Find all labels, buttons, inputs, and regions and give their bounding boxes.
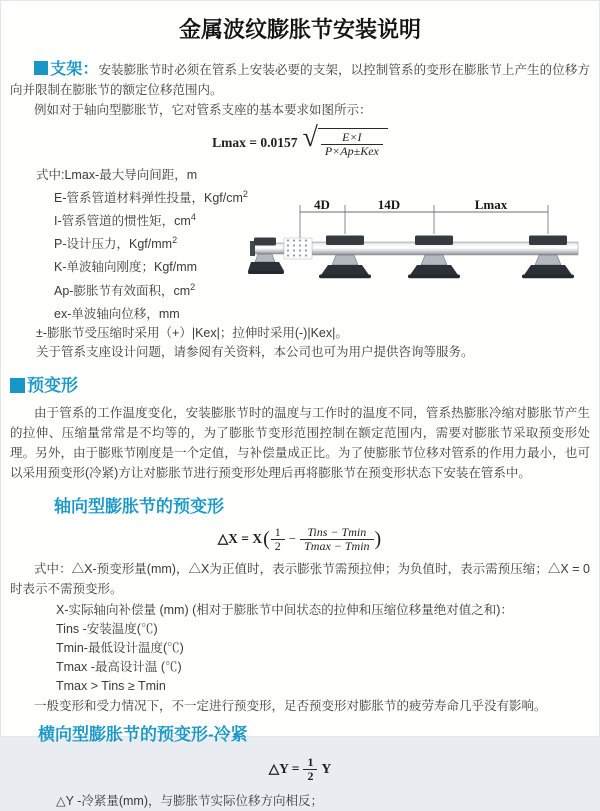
pm-note-line: ±-膨胀节受压缩时采用（+）|Kex|；拉伸时采用(-)|Kex|。 (36, 325, 348, 340)
lmax-fraction-numerator: E×I (342, 130, 362, 144)
temp-fraction (300, 526, 373, 553)
temp-denominator: Tmax − Tmin (300, 539, 373, 553)
predeform-section-heading (10, 375, 590, 397)
radical-expression (302, 122, 387, 158)
dy-half-denominator: 2 (303, 769, 317, 783)
half-numerator: 1 (274, 524, 281, 539)
defs-intro-line: 式中:Lmax-最大导向间距，m (36, 168, 198, 182)
dx-formula-lhs: △X = X (217, 531, 263, 547)
half-denominator: 2 (271, 539, 285, 553)
dim-label-14d: 14D (377, 197, 401, 212)
dim-label-4d: 4D (314, 197, 330, 212)
half-fraction (271, 526, 285, 553)
axial-section-heading: 轴向型膨胀节的预变形 (54, 496, 224, 516)
dim-label-lmax: Lmax (474, 197, 508, 212)
support-section-heading (34, 61, 98, 78)
dy-formula-lhs: △Y = (268, 761, 300, 777)
section-marker-icon (34, 61, 48, 75)
lateral-section-heading: 横向型膨胀节的预变形-冷紧 (38, 724, 248, 744)
dx-explain-text: 式中：△X-预变形量(mm)，△X为正值时，表示膨张节需预拉伸；为负值时，表示需预压缩；△X = 0时表示不需预变形。 (10, 561, 590, 596)
right-paren: ) (374, 527, 382, 550)
def-superscript: 2 (242, 189, 248, 199)
tmin-line: Tmin-最低设计温度(℃) (56, 640, 184, 655)
dy-half-numerator: 1 (307, 754, 314, 769)
support-heading-label: 支架： (50, 61, 99, 78)
radical-sign: √ (302, 122, 318, 153)
page-title: 金属波纹膨胀节安装说明 (178, 17, 421, 42)
service-note-line: 关于管系支座设计问题，请参阅有关资料，本公司也可为用户提供咨询等服务。 (36, 344, 474, 359)
temperature-inequality: Tmax > Tins ≥ Tmin (56, 678, 166, 693)
lmax-formula-lhs: Lmax = 0.0157 (212, 134, 298, 150)
dx-formula (10, 526, 590, 553)
pipe-support-diagram (248, 196, 593, 296)
def-text: Ap-膨胀节有效面积，cm (54, 283, 191, 298)
lmax-fraction-denominator: P×Ap±Kex (321, 144, 383, 158)
definitions-and-diagram (10, 166, 590, 362)
axial-note-text: 一般变形和受力情况下，不一定进行预变形，足否预变形对膨胀节的疲劳寿命几乎没有影响。 (34, 698, 547, 713)
left-paren: ( (263, 527, 270, 550)
predeform-body-text: 由于管系的工作温度变化，安装膨胀节时的温度与工作时的温度不同，管系热膨胀冷缩对膨胀节产生的拉伸、压缩量常常是不均等的，为了膨胀节变形范围控制在额定范围内，需要对膨胀节采取预变形处理。另外，由于膨账节刚度是一个定值，与补偿量成正比。为了使膨胀节位移对管系的作用力最小，也可以采用预变形(冷紧)方让对膨胀节进行预变形处理后再将膨胀节在预变形状态下安装在管系中。 (10, 405, 590, 480)
tins-line: Tins -安装温度(℃) (56, 621, 158, 636)
support-paragraph (10, 60, 590, 100)
dy-note-line: △Y -冷紧量(mm)，与膨胀节实际位移方向相反； (56, 793, 324, 808)
def-item-ex (10, 301, 590, 324)
lmax-fraction (321, 131, 383, 158)
def-superscript: 2 (172, 235, 178, 246)
def-text: E-管系管道材料弹性投量，Kgf/cm (54, 191, 243, 206)
def-text: P-设计压力，Kgf/mm (54, 237, 173, 252)
radicand (318, 128, 388, 158)
temp-numerator: Tins − Tmin (307, 524, 367, 539)
minus-sign: − (288, 531, 297, 547)
dy-half-fraction (303, 756, 317, 783)
def-text: I-管系管道的惯性矩，cm (54, 214, 191, 229)
dy-formula (10, 756, 590, 783)
predeform-heading-label: 预变形 (27, 375, 78, 395)
support-intro-text: 安装膨胀节时必须在管系上安装必要的支架，以控制管系的变形在膨胀节上产生的位移方向并限制在膨胀节的额定位移范围内。 (10, 63, 590, 97)
def-text: ex-单波轴向位移，mm (54, 306, 180, 321)
pipe-support (408, 236, 460, 279)
def-superscript: 2 (190, 281, 196, 292)
x-definition-line: X-实际轴向补偿量 (mm) (相对于膨胀节中间状态的拉伸和压缩位移量绝对值之和)： (56, 602, 513, 617)
pipe-support (522, 236, 574, 279)
tmax-line: Tmax -最高设计温 (℃) (56, 659, 182, 674)
support-example-text: 例如对于轴向型膨胀节，它对管系支座的基本要求如图所示： (34, 103, 372, 117)
def-superscript: 4 (190, 212, 196, 223)
dy-formula-rhs: Y (321, 761, 332, 777)
pipe-support (319, 236, 371, 279)
lmax-formula (10, 122, 590, 158)
def-text: K-单波轴向刚度；Kgf/mm (54, 260, 198, 275)
section-marker-icon (10, 378, 25, 393)
